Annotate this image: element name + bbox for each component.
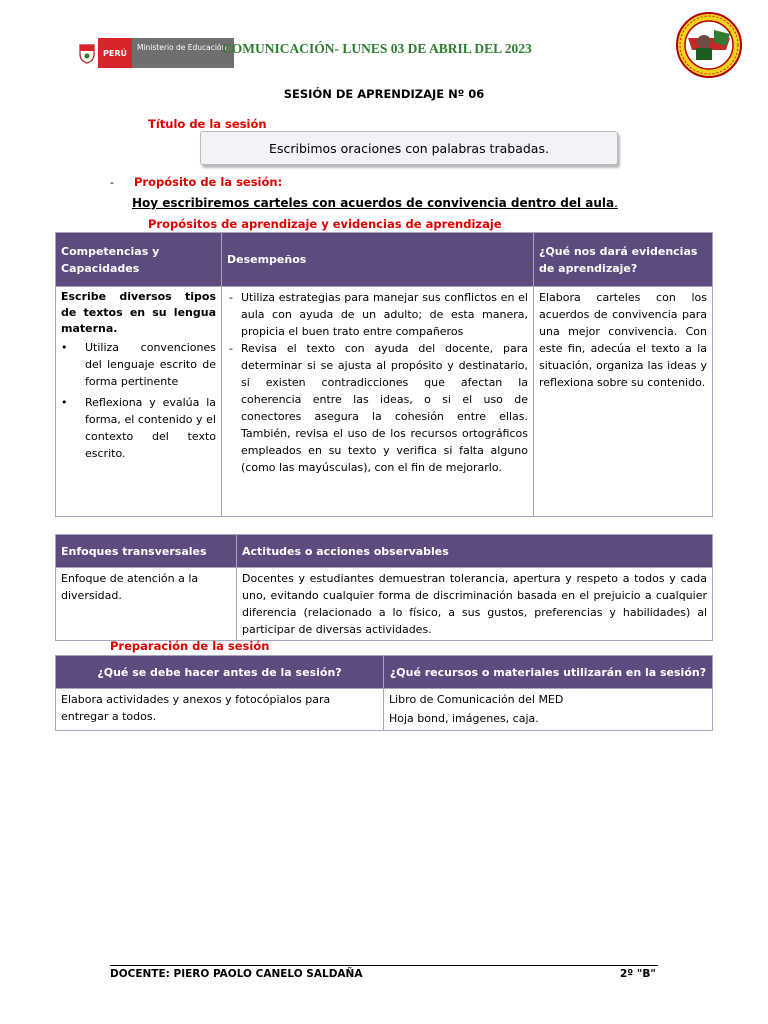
learning-purposes-label: Propósitos de aprendizaje y evidencias de aprendizaje	[148, 217, 502, 231]
enfoque-cell: Enfoque de atención a la diversidad.	[56, 568, 237, 641]
antes-cell: Elabora actividades y anexos y fotocópialos para entregar a todos.	[56, 689, 384, 731]
minedu-country: PERÚ	[98, 38, 132, 68]
header-actitudes: Actitudes o acciones observables	[237, 535, 713, 568]
capacidad-item: • Utiliza convenciones del lenguaje escrito de forma pertinente	[85, 339, 216, 390]
purpose-text	[132, 196, 618, 210]
recursos-cell	[384, 689, 713, 731]
footer-docente: DOCENTE: PIERO PAOLO CANELO SALDAÑA	[110, 968, 363, 980]
header-enfoques: Enfoques transversales	[56, 535, 237, 568]
school-emblem-icon	[674, 12, 744, 78]
recurso-item: Hoja bond, imágenes, caja.	[389, 712, 539, 725]
evidencia-cell: Elabora carteles con los acuerdos de convivencia para una mejor convivencia. Con este fin, adecúa el texto a la situación, organiza las ideas y reflexiona sobre su contenido.	[534, 287, 713, 517]
desempeno-item: - Utiliza estrategias para manejar sus conflictos en el aula con ayuda de un adulto; de esta manera, propicia el buen trato entre compañeros	[241, 289, 528, 340]
title-label: Título de la sesión	[148, 117, 267, 131]
peru-shield-icon	[76, 38, 98, 68]
purpose-label: Propósito de la sesión:	[134, 175, 283, 189]
session-title-box	[200, 131, 618, 165]
actitudes-cell: Docentes y estudiantes demuestran tolerancia, apertura y respeto a todos y cada uno, evitando cualquier forma de discriminación basada en el prejuicio a cualquier diferencia (relacionado a lo físico, a sus gustos, preferencias y habilidades) al participar de diversas actividades.	[237, 568, 713, 641]
purpose-end: .	[614, 196, 618, 210]
competencias-cell	[56, 287, 222, 517]
recurso-item: Libro de Comunicación del MED	[389, 693, 564, 706]
capacidad-item: • Reflexiona y evalúa la forma, el contenido y el contexto del texto escrito.	[85, 394, 216, 462]
desempenos-cell	[222, 287, 534, 517]
enfoques-table	[55, 534, 713, 641]
session-heading: SESIÓN DE APRENDIZAJE Nº 06	[283, 87, 485, 101]
header-antes: ¿Qué se debe hacer antes de la sesión?	[56, 656, 384, 689]
competencia-text: Escribe diversos tipos de textos en su lengua materna.	[61, 290, 216, 335]
purpose-bullet: -	[110, 176, 114, 189]
session-title-value: Escribimos oraciones con palabras trabadas.	[269, 140, 549, 156]
footer-grado: 2º "B"	[620, 968, 656, 980]
header-competencias: Competencias y Capacidades	[56, 233, 222, 287]
header-evidencias: ¿Qué nos dará evidencias de aprendizaje?	[534, 233, 713, 287]
minedu-ministry: Ministerio de Educación	[132, 38, 234, 68]
preparacion-table	[55, 655, 713, 731]
desempeno-item: - Revisa el texto con ayuda del docente, para determinar si se ajusta al propósito y destinatario, si existen contradicciones que afectan la coherencia entre las ideas, o si el uso de conectores asegura la cohesión entre ellas. También, revisa el uso de los recursos ortográficos empleados en su texto y verifica si falta alguno (como las mayúsculas), con el fin de mejorarlo.	[241, 340, 528, 476]
competencias-table	[55, 232, 713, 517]
preparacion-label: Preparación de la sesión	[110, 639, 270, 653]
footer-divider	[110, 965, 658, 966]
header-title: COMUNICACIÓN- LUNES 03 DE ABRIL DEL 2023	[222, 41, 532, 56]
header-recursos: ¿Qué recursos o materiales utilizarán en la sesión?	[384, 656, 713, 689]
purpose-sentence: Hoy escribiremos carteles con acuerdos de convivencia dentro del aula	[132, 196, 615, 210]
header-desempenos: Desempeños	[222, 233, 534, 287]
minedu-logo	[76, 38, 234, 68]
